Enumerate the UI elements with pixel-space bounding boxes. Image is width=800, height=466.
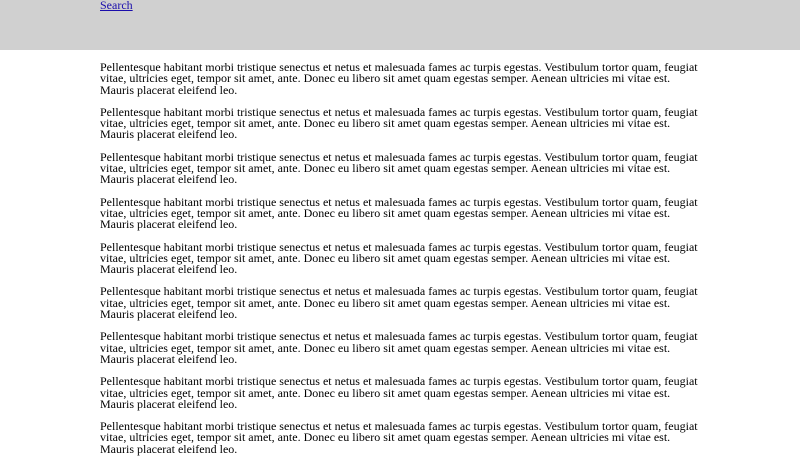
header-bar [0,0,800,50]
paragraph: Pellentesque habitant morbi tristique senectus et netus et malesuada fames ac turpis egestas. Vestibulum tortor quam, feugiat vitae, ultricies eget, tempor sit amet, ante. Donec eu libero sit amet quam egestas semper. Aenean ultricies mi vitae est. Mauris placerat eleifend leo. [100,374,698,411]
paragraph: Pellentesque habitant morbi tristique senectus et netus et malesuada fames ac turpis egestas. Vestibulum tortor quam, feugiat vitae, ultricies eget, tempor sit amet, ante. Donec eu libero sit amet quam egestas semper. Aenean ultricies mi vitae est. Mauris placerat eleifend leo. [100,239,698,277]
paragraph: Pellentesque habitant morbi tristique senectus et netus et malesuada fames ac turpis egestas. Vestibulum tortor quam, feugiat vitae, ultricies eget, tempor sit amet, ante. Donec eu libero sit amet quam egestas semper. Aenean ultricies mi vitae est. Mauris placerat eleifend leo. [100,329,698,366]
paragraph: Pellentesque habitant morbi tristique senectus et netus et malesuada fames ac turpis egestas. Vestibulum tortor quam, feugiat vitae, ultricies eget, tempor sit amet, ante. Donec eu libero sit amet quam egestas semper. Aenean ultricies mi vitae est. Mauris placerat eleifend leo. [100,284,698,322]
paragraph: Pellentesque habitant morbi tristique senectus et netus et malesuada fames ac turpis egestas. Vestibulum tortor quam, feugiat vitae, ultricies eget, tempor sit amet, ante. Donec eu libero sit amet quam egestas semper. Aenean ultricies mi vitae est. Mauris placerat eleifend leo. [100,419,698,456]
paragraph: Pellentesque habitant morbi tristique senectus et netus et malesuada fames ac turpis egestas. Vestibulum tortor quam, feugiat vitae, ultricies eget, tempor sit amet, ante. Donec eu libero sit amet quam egestas semper. Aenean ultricies mi vitae est. Mauris placerat eleifend leo. [100,194,698,232]
paragraph: Pellentesque habitant morbi tristique senectus et netus et malesuada fames ac turpis egestas. Vestibulum tortor quam, feugiat vitae, ultricies eget, tempor sit amet, ante. Donec eu libero sit amet quam egestas semper. Aenean ultricies mi vitae est. Mauris placerat eleifend leo. [100,60,698,97]
main-content [100,62,700,466]
paragraph: Pellentesque habitant morbi tristique senectus et netus et malesuada fames ac turpis egestas. Vestibulum tortor quam, feugiat vitae, ultricies eget, tempor sit amet, ante. Donec eu libero sit amet quam egestas semper. Aenean ultricies mi vitae est. Mauris placerat eleifend leo. [100,149,698,187]
search-link[interactable]: Search [100,0,133,12]
paragraph: Pellentesque habitant morbi tristique senectus et netus et malesuada fames ac turpis egestas. Vestibulum tortor quam, feugiat vitae, ultricies eget, tempor sit amet, ante. Donec eu libero sit amet quam egestas semper. Aenean ultricies mi vitae est. Mauris placerat eleifend leo. [100,104,698,142]
